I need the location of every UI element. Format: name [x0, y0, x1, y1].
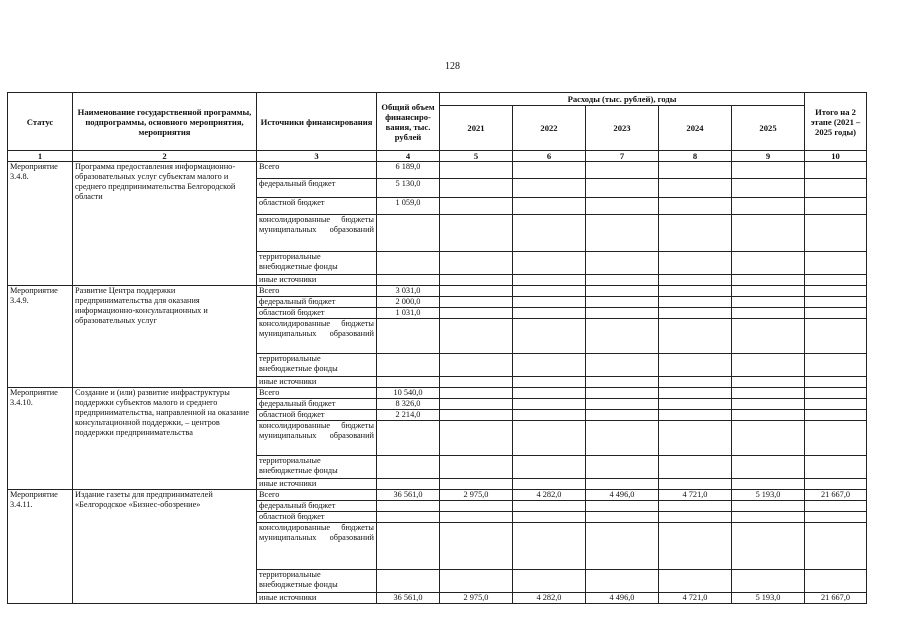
activity-name-cell: Создание и (или) развитие инфраструктуры поддержки субъектов малого и среднего предпринимательства, направленной на оказание консультационной поддержки, – центров поддержки предпринимательства: [73, 388, 257, 490]
year-value-cell: [659, 275, 732, 286]
stage-total-cell: [805, 512, 867, 523]
status-cell: Мероприятие 3.4.10.: [8, 388, 73, 490]
year-value-cell: [440, 297, 513, 308]
year-value-cell: 4 496,0: [586, 593, 659, 604]
header-year: 2022: [513, 106, 586, 151]
year-value-cell: [732, 523, 805, 570]
source-cell: областной бюджет: [257, 410, 377, 421]
year-value-cell: [440, 252, 513, 275]
stage-total-cell: [805, 479, 867, 490]
year-value-cell: [586, 319, 659, 354]
source-cell: консолидированные бюджеты муниципальных образований: [257, 421, 377, 456]
year-value-cell: [513, 523, 586, 570]
year-value-cell: [440, 479, 513, 490]
year-value-cell: [513, 275, 586, 286]
year-value-cell: [732, 354, 805, 377]
year-value-cell: [659, 501, 732, 512]
year-value-cell: [586, 162, 659, 179]
source-cell: Всего: [257, 490, 377, 501]
stage-total-cell: [805, 388, 867, 399]
total-cell: 1 059,0: [377, 198, 440, 215]
year-value-cell: [513, 377, 586, 388]
year-value-cell: 4 282,0: [513, 593, 586, 604]
year-value-cell: [659, 512, 732, 523]
year-value-cell: [440, 215, 513, 252]
total-cell: 36 561,0: [377, 490, 440, 501]
year-value-cell: [513, 479, 586, 490]
year-value-cell: [513, 215, 586, 252]
year-value-cell: [659, 162, 732, 179]
source-cell: консолидированные бюджеты муниципальных образований: [257, 523, 377, 570]
year-value-cell: [513, 198, 586, 215]
year-value-cell: [732, 286, 805, 297]
year-value-cell: [586, 252, 659, 275]
year-value-cell: [732, 421, 805, 456]
year-value-cell: [732, 456, 805, 479]
table-row: [8, 286, 867, 297]
year-value-cell: [732, 479, 805, 490]
total-cell: 5 130,0: [377, 179, 440, 198]
year-value-cell: [440, 319, 513, 354]
col-number: 2: [73, 151, 257, 162]
stage-total-cell: [805, 523, 867, 570]
stage-total-cell: [805, 319, 867, 354]
year-value-cell: [513, 501, 586, 512]
header-year: 2021: [440, 106, 513, 151]
status-cell: Мероприятие 3.4.8.: [8, 162, 73, 286]
col-number: 10: [805, 151, 867, 162]
year-value-cell: [586, 297, 659, 308]
total-cell: [377, 354, 440, 377]
total-cell: [377, 501, 440, 512]
source-cell: иные источники: [257, 275, 377, 286]
year-value-cell: [586, 198, 659, 215]
activity-name-cell: Издание газеты для предпринимателей «Белгородское «Бизнес-обозрение»: [73, 490, 257, 604]
total-cell: [377, 319, 440, 354]
year-value-cell: [659, 179, 732, 198]
year-value-cell: [586, 479, 659, 490]
year-value-cell: [513, 297, 586, 308]
year-value-cell: [440, 410, 513, 421]
source-cell: областной бюджет: [257, 308, 377, 319]
year-value-cell: [586, 410, 659, 421]
total-cell: 3 031,0: [377, 286, 440, 297]
col-number: 1: [8, 151, 73, 162]
source-cell: Всего: [257, 286, 377, 297]
year-value-cell: [513, 399, 586, 410]
activity-name-cell: Программа предоставления информационно-образовательных услуг субъектам малого и среднего предпринимательства Белгородской области: [73, 162, 257, 286]
year-value-cell: [659, 570, 732, 593]
year-value-cell: [732, 215, 805, 252]
year-value-cell: [732, 308, 805, 319]
header-expenses-group: Расходы (тыс. рублей), годы: [440, 93, 805, 106]
source-cell: Всего: [257, 388, 377, 399]
table-row: [8, 388, 867, 399]
activity-name-cell: Развитие Центра поддержки предпринимательства для оказания информационно-консультационных и образовательных услуг: [73, 286, 257, 388]
source-cell: федеральный бюджет: [257, 399, 377, 410]
year-value-cell: [732, 388, 805, 399]
year-value-cell: [732, 570, 805, 593]
status-cell: Мероприятие 3.4.9.: [8, 286, 73, 388]
header-year: 2025: [732, 106, 805, 151]
status-cell: Мероприятие 3.4.11.: [8, 490, 73, 604]
stage-total-cell: [805, 215, 867, 252]
year-value-cell: [732, 252, 805, 275]
year-value-cell: [440, 512, 513, 523]
source-cell: территориальные внебюджетные фонды: [257, 252, 377, 275]
stage-total-cell: [805, 421, 867, 456]
year-value-cell: [440, 399, 513, 410]
stage-total-cell: [805, 286, 867, 297]
col-number: 8: [659, 151, 732, 162]
stage-total-cell: [805, 162, 867, 179]
source-cell: областной бюджет: [257, 512, 377, 523]
year-value-cell: 4 721,0: [659, 593, 732, 604]
header-name: Наименование государственной программы, подпрограммы, основного мероприятия, мероприятия: [73, 93, 257, 151]
year-value-cell: [732, 297, 805, 308]
total-cell: [377, 377, 440, 388]
total-cell: 10 540,0: [377, 388, 440, 399]
year-value-cell: 4 282,0: [513, 490, 586, 501]
year-value-cell: [513, 570, 586, 593]
total-cell: [377, 512, 440, 523]
col-number: 5: [440, 151, 513, 162]
year-value-cell: [440, 388, 513, 399]
year-value-cell: [513, 388, 586, 399]
year-value-cell: [586, 456, 659, 479]
year-value-cell: [586, 512, 659, 523]
source-cell: областной бюджет: [257, 198, 377, 215]
year-value-cell: [659, 198, 732, 215]
header-year: 2023: [586, 106, 659, 151]
stage-total-cell: [805, 252, 867, 275]
year-value-cell: [513, 421, 586, 456]
year-value-cell: [586, 501, 659, 512]
total-cell: 1 031,0: [377, 308, 440, 319]
total-cell: [377, 479, 440, 490]
page-number: 128: [445, 61, 460, 72]
header-total: Общий объем финансиро-вания, тыс. рублей: [377, 93, 440, 151]
year-value-cell: [659, 215, 732, 252]
stage-total-cell: [805, 570, 867, 593]
year-value-cell: [732, 198, 805, 215]
year-value-cell: [586, 570, 659, 593]
year-value-cell: [440, 308, 513, 319]
year-value-cell: [440, 354, 513, 377]
col-number: 4: [377, 151, 440, 162]
year-value-cell: [732, 377, 805, 388]
year-value-cell: [732, 275, 805, 286]
year-value-cell: [440, 377, 513, 388]
year-value-cell: [513, 512, 586, 523]
source-cell: территориальные внебюджетные фонды: [257, 570, 377, 593]
header-sources: Источники финансирования: [257, 93, 377, 151]
source-cell: консолидированные бюджеты муниципальных образований: [257, 319, 377, 354]
year-value-cell: [440, 523, 513, 570]
year-value-cell: [513, 354, 586, 377]
year-value-cell: 4 496,0: [586, 490, 659, 501]
col-number: 7: [586, 151, 659, 162]
year-value-cell: [440, 179, 513, 198]
year-value-cell: 5 193,0: [732, 490, 805, 501]
source-cell: федеральный бюджет: [257, 179, 377, 198]
total-cell: [377, 570, 440, 593]
year-value-cell: 2 975,0: [440, 593, 513, 604]
year-value-cell: [586, 354, 659, 377]
year-value-cell: [586, 179, 659, 198]
source-cell: Всего: [257, 162, 377, 179]
source-cell: территориальные внебюджетные фонды: [257, 456, 377, 479]
year-value-cell: [732, 501, 805, 512]
header-year: 2024: [659, 106, 732, 151]
year-value-cell: [440, 570, 513, 593]
total-cell: [377, 421, 440, 456]
year-value-cell: [513, 410, 586, 421]
stage-total-cell: [805, 501, 867, 512]
year-value-cell: [513, 319, 586, 354]
year-value-cell: [586, 286, 659, 297]
year-value-cell: 5 193,0: [732, 593, 805, 604]
year-value-cell: [440, 162, 513, 179]
year-value-cell: [659, 523, 732, 570]
year-value-cell: [513, 286, 586, 297]
stage-total-cell: [805, 354, 867, 377]
total-cell: [377, 252, 440, 275]
year-value-cell: [586, 421, 659, 456]
total-cell: [377, 523, 440, 570]
stage-total-cell: [805, 456, 867, 479]
source-cell: федеральный бюджет: [257, 501, 377, 512]
year-value-cell: [659, 319, 732, 354]
total-cell: [377, 215, 440, 252]
year-value-cell: [659, 410, 732, 421]
stage-total-cell: [805, 179, 867, 198]
source-cell: территориальные внебюджетные фонды: [257, 354, 377, 377]
year-value-cell: [659, 297, 732, 308]
year-value-cell: [732, 410, 805, 421]
stage-total-cell: [805, 198, 867, 215]
stage-total-cell: [805, 377, 867, 388]
total-cell: 8 326,0: [377, 399, 440, 410]
year-value-cell: [586, 215, 659, 252]
table-row: [8, 162, 867, 179]
year-value-cell: [659, 456, 732, 479]
year-value-cell: [732, 319, 805, 354]
year-value-cell: [659, 252, 732, 275]
year-value-cell: 4 721,0: [659, 490, 732, 501]
year-value-cell: [440, 275, 513, 286]
year-value-cell: [440, 198, 513, 215]
year-value-cell: 2 975,0: [440, 490, 513, 501]
stage-total-cell: [805, 297, 867, 308]
year-value-cell: [586, 388, 659, 399]
total-cell: 36 561,0: [377, 593, 440, 604]
header-status: Статус: [8, 93, 73, 151]
year-value-cell: [659, 354, 732, 377]
source-cell: иные источники: [257, 479, 377, 490]
year-value-cell: [659, 421, 732, 456]
stage-total-cell: [805, 308, 867, 319]
year-value-cell: [440, 501, 513, 512]
year-value-cell: [659, 479, 732, 490]
year-value-cell: [440, 286, 513, 297]
total-cell: [377, 275, 440, 286]
funding-table: [7, 92, 867, 604]
year-value-cell: [586, 275, 659, 286]
total-cell: 2 214,0: [377, 410, 440, 421]
stage-total-cell: 21 667,0: [805, 490, 867, 501]
col-number: 9: [732, 151, 805, 162]
source-cell: иные источники: [257, 593, 377, 604]
stage-total-cell: [805, 275, 867, 286]
year-value-cell: [586, 377, 659, 388]
total-cell: [377, 456, 440, 479]
year-value-cell: [440, 456, 513, 479]
year-value-cell: [513, 179, 586, 198]
year-value-cell: [586, 308, 659, 319]
col-number: 6: [513, 151, 586, 162]
source-cell: федеральный бюджет: [257, 297, 377, 308]
year-value-cell: [659, 399, 732, 410]
col-number: 3: [257, 151, 377, 162]
year-value-cell: [659, 308, 732, 319]
table-row: [8, 490, 867, 501]
year-value-cell: [586, 399, 659, 410]
year-value-cell: [659, 388, 732, 399]
source-cell: консолидированные бюджеты муниципальных образований: [257, 215, 377, 252]
year-value-cell: [732, 162, 805, 179]
source-cell: иные источники: [257, 377, 377, 388]
year-value-cell: [513, 162, 586, 179]
year-value-cell: [659, 377, 732, 388]
year-value-cell: [513, 252, 586, 275]
year-value-cell: [732, 512, 805, 523]
total-cell: 2 000,0: [377, 297, 440, 308]
year-value-cell: [440, 421, 513, 456]
header-stage-total: Итого на 2 этапе (2021 – 2025 годы): [805, 93, 867, 151]
year-value-cell: [732, 179, 805, 198]
year-value-cell: [732, 399, 805, 410]
stage-total-cell: 21 667,0: [805, 593, 867, 604]
year-value-cell: [513, 456, 586, 479]
stage-total-cell: [805, 399, 867, 410]
stage-total-cell: [805, 410, 867, 421]
year-value-cell: [513, 308, 586, 319]
year-value-cell: [659, 286, 732, 297]
total-cell: 6 189,0: [377, 162, 440, 179]
year-value-cell: [586, 523, 659, 570]
